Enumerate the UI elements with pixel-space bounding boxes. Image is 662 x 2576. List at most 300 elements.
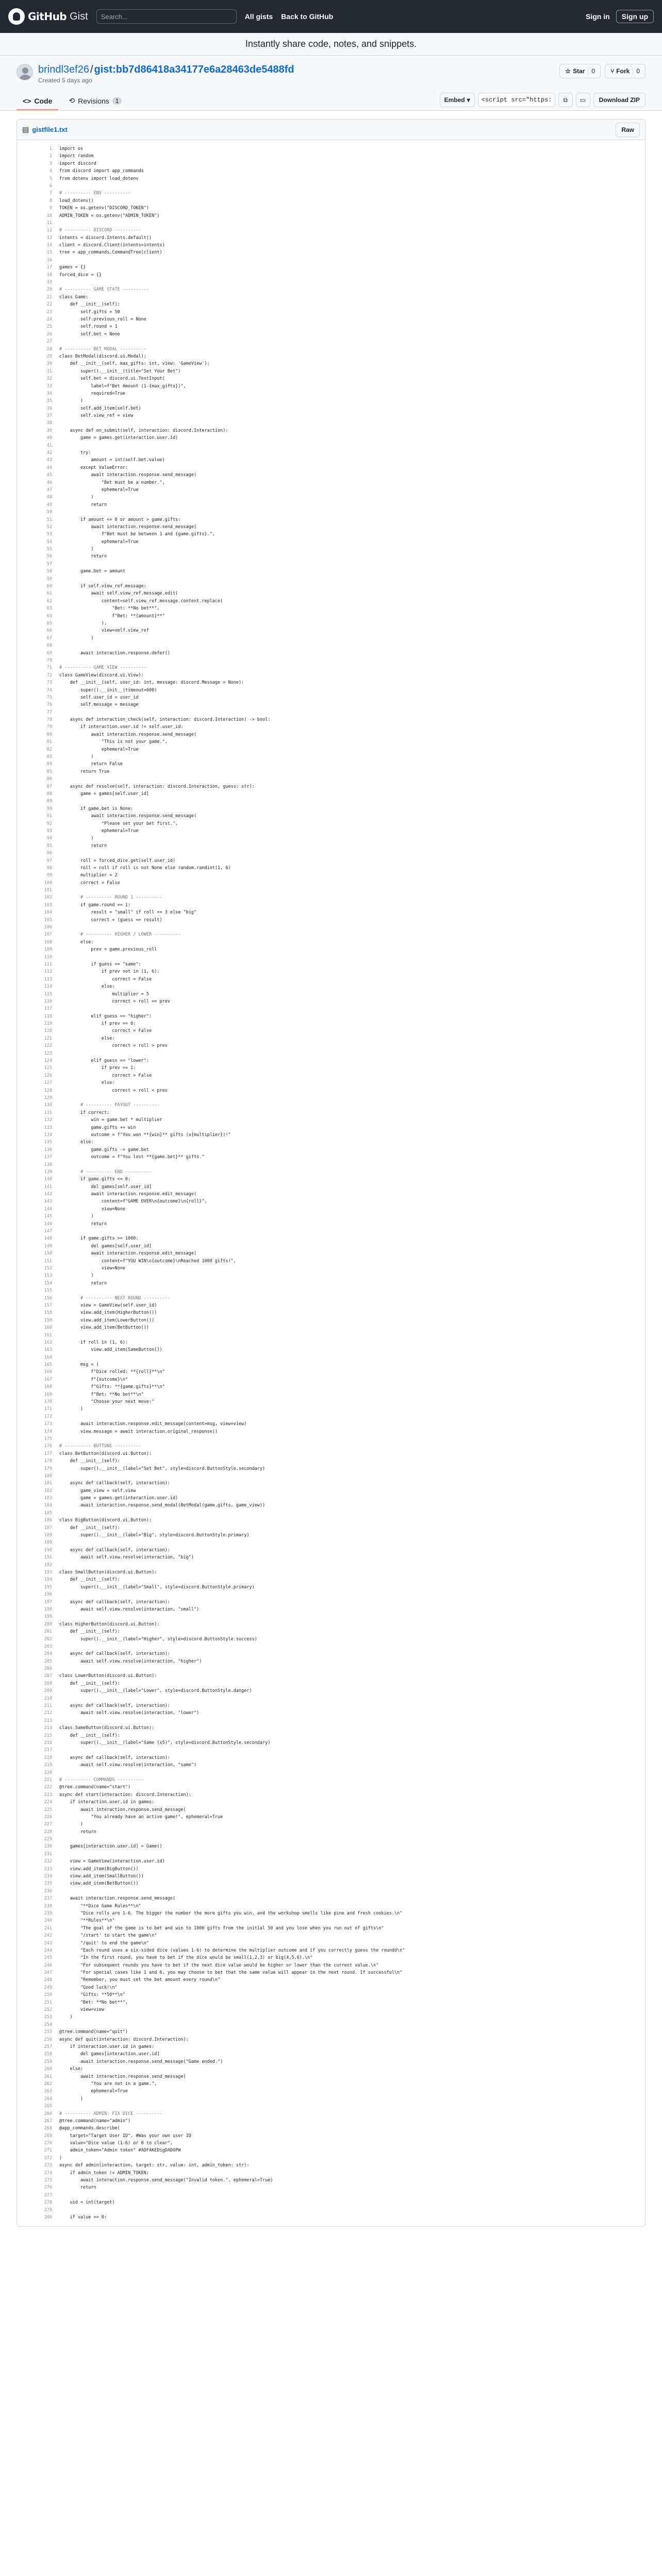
line-number[interactable]: 210: [44, 1696, 52, 1701]
line-number[interactable]: 76: [46, 702, 52, 708]
nav-back-to-github[interactable]: Back to GitHub: [281, 12, 334, 21]
line-number[interactable]: 93: [46, 828, 52, 834]
line-number[interactable]: 77: [46, 709, 52, 715]
line-number[interactable]: 104: [44, 910, 52, 916]
line-number[interactable]: 33: [46, 383, 52, 389]
line-number[interactable]: 211: [44, 1703, 52, 1709]
line-number[interactable]: 255: [44, 2029, 52, 2035]
line-number[interactable]: 143: [44, 1199, 52, 1205]
line-number[interactable]: 62: [46, 598, 52, 604]
line-number[interactable]: 47: [46, 487, 52, 493]
line-number[interactable]: 169: [44, 1392, 52, 1397]
line-number[interactable]: 12: [46, 228, 52, 233]
line-number[interactable]: 160: [44, 1325, 52, 1331]
line-number[interactable]: 40: [46, 435, 52, 441]
file-name-link[interactable]: gistfile1.txt: [32, 126, 68, 133]
line-number[interactable]: 67: [46, 635, 52, 641]
line-number[interactable]: 178: [44, 1459, 52, 1464]
line-number[interactable]: 218: [44, 1755, 52, 1760]
line-number[interactable]: 153: [44, 1273, 52, 1279]
line-number[interactable]: 147: [44, 1229, 52, 1234]
line-number[interactable]: 83: [46, 754, 52, 760]
line-number[interactable]: 236: [44, 1888, 52, 1894]
line-number[interactable]: 239: [44, 1910, 52, 1916]
star-button[interactable]: [559, 64, 601, 78]
line-number[interactable]: 216: [44, 1740, 52, 1745]
line-number[interactable]: 164: [44, 1354, 52, 1360]
line-number[interactable]: 38: [46, 420, 52, 426]
line-number[interactable]: 209: [44, 1688, 52, 1694]
line-number[interactable]: 162: [44, 1340, 52, 1345]
line-number[interactable]: 81: [46, 739, 52, 745]
line-number[interactable]: 167: [44, 1377, 52, 1382]
line-number[interactable]: 151: [44, 1258, 52, 1264]
line-number[interactable]: 13: [46, 235, 52, 241]
avatar[interactable]: [16, 64, 33, 80]
line-number[interactable]: 7: [49, 191, 52, 196]
line-number[interactable]: 260: [44, 2066, 52, 2072]
copy-embed-button[interactable]: [558, 93, 573, 107]
line-number[interactable]: 42: [46, 450, 52, 456]
line-number[interactable]: 249: [44, 1985, 52, 1990]
line-number[interactable]: 196: [44, 1592, 52, 1598]
line-number[interactable]: 43: [46, 457, 52, 463]
line-number[interactable]: 14: [46, 243, 52, 248]
line-number[interactable]: 254: [44, 2022, 52, 2027]
line-number[interactable]: 142: [44, 1192, 52, 1197]
line-number[interactable]: 154: [44, 1280, 52, 1286]
line-number[interactable]: 273: [44, 2163, 52, 2168]
line-number[interactable]: 269: [44, 2133, 52, 2139]
line-number[interactable]: 181: [44, 1481, 52, 1486]
line-number[interactable]: 140: [44, 1177, 52, 1182]
line-number[interactable]: 90: [46, 806, 52, 811]
line-number[interactable]: 51: [46, 517, 52, 522]
line-number[interactable]: 110: [44, 954, 52, 960]
line-number[interactable]: 244: [44, 1947, 52, 1953]
line-number[interactable]: 194: [44, 1577, 52, 1583]
line-number[interactable]: 10: [46, 213, 52, 218]
line-number[interactable]: 108: [44, 939, 52, 945]
line-number[interactable]: 29: [46, 353, 52, 359]
line-number[interactable]: 11: [46, 220, 52, 226]
line-number[interactable]: 240: [44, 1918, 52, 1924]
line-number[interactable]: 85: [46, 769, 52, 774]
line-number[interactable]: 25: [46, 324, 52, 330]
line-number[interactable]: 94: [46, 836, 52, 841]
line-number[interactable]: 267: [44, 2118, 52, 2124]
line-number[interactable]: 92: [46, 821, 52, 826]
line-number[interactable]: 242: [44, 1933, 52, 1939]
line-number[interactable]: 172: [44, 1414, 52, 1419]
line-number[interactable]: 175: [44, 1436, 52, 1442]
line-number[interactable]: 119: [44, 1021, 52, 1027]
line-number[interactable]: 231: [44, 1851, 52, 1857]
line-number[interactable]: 24: [46, 316, 52, 322]
line-number[interactable]: 258: [44, 2052, 52, 2057]
line-number[interactable]: 182: [44, 1488, 52, 1494]
line-number[interactable]: 144: [44, 1206, 52, 1212]
line-number[interactable]: 272: [44, 2155, 52, 2161]
line-number[interactable]: 26: [46, 331, 52, 337]
line-number[interactable]: 264: [44, 2096, 52, 2102]
line-number[interactable]: 53: [46, 532, 52, 537]
sign-up-button[interactable]: Sign up: [616, 10, 654, 23]
line-number[interactable]: 224: [44, 1800, 52, 1805]
tab-revisions[interactable]: [62, 92, 128, 110]
line-number[interactable]: 257: [44, 2044, 52, 2049]
line-number[interactable]: 230: [44, 1844, 52, 1850]
line-number[interactable]: 276: [44, 2185, 52, 2191]
line-number[interactable]: 165: [44, 1362, 52, 1368]
line-number[interactable]: 192: [44, 1562, 52, 1568]
line-number[interactable]: 60: [46, 584, 52, 589]
line-number[interactable]: 34: [46, 391, 52, 396]
line-number[interactable]: 203: [44, 1643, 52, 1649]
line-number[interactable]: 148: [44, 1236, 52, 1242]
line-number[interactable]: 214: [44, 1725, 52, 1731]
owner-link[interactable]: brindl3ef26: [38, 64, 89, 75]
line-number[interactable]: 256: [44, 2037, 52, 2042]
line-number[interactable]: 221: [44, 1777, 52, 1783]
line-number[interactable]: 232: [44, 1859, 52, 1865]
line-number[interactable]: 109: [44, 947, 52, 953]
line-number[interactable]: 15: [46, 250, 52, 256]
line-number[interactable]: 190: [44, 1547, 52, 1553]
line-number[interactable]: 199: [44, 1614, 52, 1620]
line-number[interactable]: 44: [46, 465, 52, 470]
line-number[interactable]: 98: [46, 865, 52, 871]
line-number[interactable]: 133: [44, 1125, 52, 1130]
line-number[interactable]: 30: [46, 361, 52, 367]
line-number[interactable]: 89: [46, 799, 52, 804]
line-number[interactable]: 74: [46, 687, 52, 693]
line-number[interactable]: 101: [44, 888, 52, 893]
embed-url-input[interactable]: [478, 93, 555, 107]
line-number[interactable]: 171: [44, 1406, 52, 1412]
line-number[interactable]: 225: [44, 1807, 52, 1812]
line-number[interactable]: 118: [44, 1013, 52, 1019]
line-number[interactable]: 73: [46, 680, 52, 686]
line-number[interactable]: 238: [44, 1903, 52, 1909]
line-number[interactable]: 253: [44, 2014, 52, 2020]
line-number[interactable]: 100: [44, 880, 52, 886]
line-number[interactable]: 195: [44, 1584, 52, 1590]
line-number[interactable]: 45: [46, 472, 52, 478]
line-number[interactable]: 187: [44, 1525, 52, 1531]
line-number[interactable]: 275: [44, 2178, 52, 2183]
line-number[interactable]: 107: [44, 932, 52, 938]
line-number[interactable]: 9: [49, 206, 52, 211]
line-number[interactable]: 220: [44, 1770, 52, 1775]
line-number[interactable]: 66: [46, 628, 52, 634]
line-number[interactable]: 274: [44, 2170, 52, 2176]
line-number[interactable]: 179: [44, 1466, 52, 1471]
line-number[interactable]: 136: [44, 1147, 52, 1153]
embed-select[interactable]: [440, 93, 475, 107]
line-number[interactable]: 168: [44, 1384, 52, 1390]
line-number[interactable]: 247: [44, 1970, 52, 1976]
line-number[interactable]: 200: [44, 1621, 52, 1627]
line-number[interactable]: 198: [44, 1606, 52, 1612]
line-number[interactable]: 117: [44, 1006, 52, 1012]
line-number[interactable]: 233: [44, 1866, 52, 1872]
sign-in-link[interactable]: Sign in: [586, 12, 610, 21]
line-number[interactable]: 222: [44, 1785, 52, 1790]
line-number[interactable]: 279: [44, 2207, 52, 2213]
line-number[interactable]: 184: [44, 1503, 52, 1509]
line-number[interactable]: 96: [46, 851, 52, 856]
line-number[interactable]: 63: [46, 606, 52, 612]
line-number[interactable]: 114: [44, 984, 52, 990]
line-number[interactable]: 278: [44, 2200, 52, 2206]
line-number[interactable]: 31: [46, 368, 52, 374]
line-number[interactable]: 208: [44, 1681, 52, 1686]
line-number[interactable]: 159: [44, 1317, 52, 1323]
line-number[interactable]: 18: [46, 272, 52, 278]
line-number[interactable]: 219: [44, 1762, 52, 1768]
line-number[interactable]: 202: [44, 1636, 52, 1642]
line-number[interactable]: 46: [46, 480, 52, 485]
line-number[interactable]: 95: [46, 843, 52, 849]
line-number[interactable]: 193: [44, 1570, 52, 1575]
line-number[interactable]: 105: [44, 917, 52, 923]
line-number[interactable]: 102: [44, 895, 52, 901]
line-number[interactable]: 251: [44, 1999, 52, 2005]
desktop-clone-button[interactable]: [576, 93, 590, 107]
line-number[interactable]: 39: [46, 428, 52, 433]
line-number[interactable]: 87: [46, 784, 52, 789]
line-number[interactable]: 176: [44, 1444, 52, 1449]
line-number[interactable]: 70: [46, 657, 52, 663]
line-number[interactable]: 36: [46, 405, 52, 411]
line-number[interactable]: 177: [44, 1451, 52, 1456]
line-number[interactable]: 243: [44, 1940, 52, 1946]
line-number[interactable]: 241: [44, 1925, 52, 1931]
line-number[interactable]: 156: [44, 1295, 52, 1301]
line-number[interactable]: 64: [46, 613, 52, 619]
line-number[interactable]: 280: [44, 2214, 52, 2220]
line-number[interactable]: 65: [46, 621, 52, 626]
line-number[interactable]: 22: [46, 302, 52, 308]
line-number[interactable]: 130: [44, 1103, 52, 1108]
line-number[interactable]: 271: [44, 2148, 52, 2154]
line-number[interactable]: 268: [44, 2126, 52, 2131]
line-number[interactable]: 180: [44, 1473, 52, 1479]
line-number[interactable]: 161: [44, 1332, 52, 1338]
line-number[interactable]: 163: [44, 1347, 52, 1353]
line-number[interactable]: 185: [44, 1510, 52, 1516]
line-number[interactable]: 69: [46, 650, 52, 656]
line-number[interactable]: 223: [44, 1792, 52, 1798]
line-number[interactable]: 229: [44, 1837, 52, 1842]
line-number[interactable]: 103: [44, 902, 52, 908]
line-number[interactable]: 141: [44, 1184, 52, 1190]
line-number[interactable]: 129: [44, 1095, 52, 1100]
line-number[interactable]: 56: [46, 554, 52, 560]
line-number[interactable]: 41: [46, 443, 52, 448]
line-number[interactable]: 197: [44, 1599, 52, 1605]
line-number[interactable]: 27: [46, 339, 52, 345]
line-number[interactable]: 59: [46, 576, 52, 582]
line-number[interactable]: 227: [44, 1822, 52, 1827]
line-number[interactable]: 57: [46, 561, 52, 567]
line-number[interactable]: 246: [44, 1962, 52, 1968]
line-number[interactable]: 58: [46, 569, 52, 574]
line-number[interactable]: 20: [46, 287, 52, 293]
line-number[interactable]: 99: [46, 873, 52, 878]
line-number[interactable]: 6: [49, 183, 52, 189]
line-number[interactable]: 78: [46, 717, 52, 723]
line-number[interactable]: 1: [49, 146, 52, 151]
line-number[interactable]: 205: [44, 1658, 52, 1664]
line-number[interactable]: 206: [44, 1666, 52, 1672]
line-number[interactable]: 86: [46, 776, 52, 782]
line-number[interactable]: 80: [46, 732, 52, 737]
line-number[interactable]: 270: [44, 2141, 52, 2146]
line-number[interactable]: 201: [44, 1629, 52, 1635]
line-number[interactable]: 145: [44, 1214, 52, 1219]
line-number[interactable]: 127: [44, 1080, 52, 1086]
line-number[interactable]: 250: [44, 1992, 52, 1998]
line-number[interactable]: 158: [44, 1310, 52, 1316]
line-number[interactable]: 124: [44, 1058, 52, 1064]
line-number[interactable]: 266: [44, 2111, 52, 2116]
line-number[interactable]: 91: [46, 814, 52, 819]
line-number[interactable]: 8: [49, 198, 52, 204]
line-number[interactable]: 54: [46, 539, 52, 545]
line-number[interactable]: 5: [49, 176, 52, 181]
search-input[interactable]: [96, 9, 237, 24]
line-number[interactable]: 265: [44, 2104, 52, 2109]
line-number[interactable]: 126: [44, 1073, 52, 1078]
line-number[interactable]: 245: [44, 1955, 52, 1961]
line-number[interactable]: 106: [44, 925, 52, 930]
line-number[interactable]: 215: [44, 1733, 52, 1738]
line-number[interactable]: 183: [44, 1496, 52, 1501]
line-number[interactable]: 61: [46, 591, 52, 597]
line-number[interactable]: 16: [46, 257, 52, 263]
line-number[interactable]: 72: [46, 672, 52, 678]
line-number[interactable]: 146: [44, 1221, 52, 1227]
line-number[interactable]: 248: [44, 1977, 52, 1983]
line-number[interactable]: 125: [44, 1065, 52, 1071]
line-number[interactable]: 132: [44, 1117, 52, 1123]
line-number[interactable]: 228: [44, 1829, 52, 1835]
line-number[interactable]: 82: [46, 747, 52, 752]
line-number[interactable]: 155: [44, 1288, 52, 1294]
line-number[interactable]: 28: [46, 346, 52, 352]
line-number[interactable]: 21: [46, 294, 52, 300]
line-number[interactable]: 189: [44, 1540, 52, 1546]
line-number[interactable]: 261: [44, 2074, 52, 2079]
line-number[interactable]: 186: [44, 1518, 52, 1523]
line-number[interactable]: 97: [46, 858, 52, 863]
line-number[interactable]: 32: [46, 376, 52, 382]
line-number[interactable]: 234: [44, 1874, 52, 1879]
line-number[interactable]: 123: [44, 1050, 52, 1056]
line-number[interactable]: 217: [44, 1748, 52, 1753]
raw-button[interactable]: Raw: [616, 123, 640, 137]
line-number[interactable]: 188: [44, 1533, 52, 1538]
line-number[interactable]: 277: [44, 2192, 52, 2198]
line-number[interactable]: 120: [44, 1028, 52, 1034]
line-number[interactable]: 134: [44, 1132, 52, 1138]
line-number[interactable]: 35: [46, 398, 52, 404]
line-number[interactable]: 262: [44, 2081, 52, 2087]
line-number[interactable]: 237: [44, 1896, 52, 1902]
line-number[interactable]: 121: [44, 1036, 52, 1041]
line-number[interactable]: 68: [46, 643, 52, 649]
line-number[interactable]: 112: [44, 969, 52, 975]
line-number[interactable]: 226: [44, 1814, 52, 1820]
tab-code[interactable]: [16, 93, 58, 110]
line-number[interactable]: 150: [44, 1251, 52, 1257]
line-number[interactable]: 235: [44, 1881, 52, 1887]
line-number[interactable]: 84: [46, 761, 52, 767]
line-number[interactable]: 48: [46, 495, 52, 500]
line-number[interactable]: 55: [46, 547, 52, 552]
line-number[interactable]: 137: [44, 1155, 52, 1160]
line-number[interactable]: 149: [44, 1243, 52, 1249]
line-number[interactable]: 88: [46, 791, 52, 796]
line-number[interactable]: 173: [44, 1421, 52, 1427]
line-number[interactable]: 17: [46, 265, 52, 270]
line-number[interactable]: 139: [44, 1169, 52, 1175]
line-number[interactable]: 252: [44, 2007, 52, 2013]
line-number[interactable]: 122: [44, 1043, 52, 1049]
line-number[interactable]: 37: [46, 413, 52, 419]
fork-button[interactable]: [605, 64, 646, 78]
line-number[interactable]: 2: [49, 154, 52, 159]
nav-all-gists[interactable]: All gists: [244, 12, 273, 21]
line-number[interactable]: 4: [49, 168, 52, 174]
line-number[interactable]: 263: [44, 2089, 52, 2094]
line-number[interactable]: 115: [44, 991, 52, 997]
line-number[interactable]: 23: [46, 309, 52, 315]
line-number[interactable]: 3: [49, 161, 52, 166]
line-number[interactable]: 135: [44, 1140, 52, 1145]
line-number[interactable]: 75: [46, 694, 52, 700]
gist-name-link[interactable]: gist:bb7d86418a34177e6a28463de5488fd: [94, 64, 294, 75]
line-number[interactable]: 212: [44, 1710, 52, 1716]
line-number[interactable]: 128: [44, 1088, 52, 1093]
line-number[interactable]: 207: [44, 1673, 52, 1679]
line-number[interactable]: 52: [46, 524, 52, 530]
line-number[interactable]: 213: [44, 1718, 52, 1723]
line-number[interactable]: 152: [44, 1265, 52, 1271]
line-number[interactable]: 113: [44, 976, 52, 982]
line-number[interactable]: 111: [44, 961, 52, 967]
line-number[interactable]: 259: [44, 2059, 52, 2064]
download-zip-button[interactable]: Download ZIP: [593, 93, 646, 107]
line-number[interactable]: 157: [44, 1302, 52, 1308]
line-number[interactable]: 116: [44, 998, 52, 1004]
line-number[interactable]: 71: [46, 665, 52, 671]
line-number[interactable]: 170: [44, 1399, 52, 1405]
line-number[interactable]: 138: [44, 1162, 52, 1167]
line-number[interactable]: 19: [46, 280, 52, 285]
line-number[interactable]: 166: [44, 1369, 52, 1375]
line-number[interactable]: 79: [46, 724, 52, 730]
line-number[interactable]: 191: [44, 1555, 52, 1561]
line-number[interactable]: 204: [44, 1651, 52, 1657]
line-number[interactable]: 49: [46, 502, 52, 507]
line-number[interactable]: 131: [44, 1110, 52, 1115]
line-number[interactable]: 174: [44, 1429, 52, 1434]
line-number[interactable]: 50: [46, 510, 52, 515]
github-gist-logo[interactable]: [8, 8, 88, 25]
